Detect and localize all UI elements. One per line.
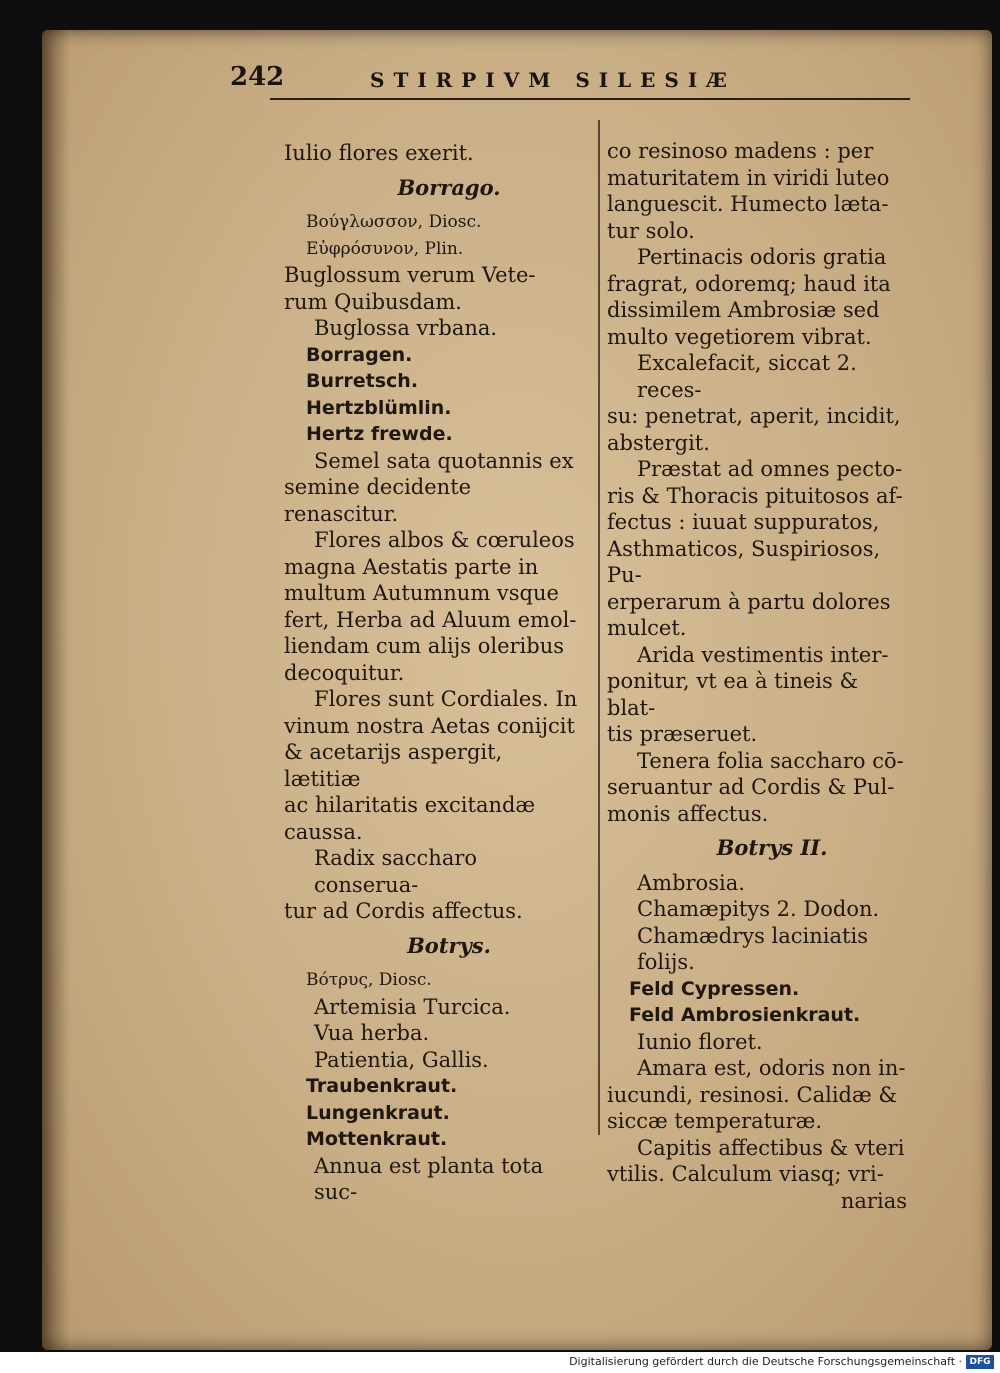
text-line: tur ad Cordis affectus. [284, 899, 523, 923]
text-line: caussa. [284, 819, 363, 844]
text-line: siccæ temperaturæ. [607, 1109, 823, 1133]
text-line: Chamæpitys 2. Dodon. [637, 897, 880, 921]
text-line: Excalefacit, siccat 2. reces- [637, 351, 857, 402]
text-line: Semel sata quotannis ex [314, 448, 574, 473]
footer-bar [0, 1352, 1000, 1373]
page-gutter-shadow [42, 30, 70, 1350]
funding-credit: Digitalisierung gefördert durch die Deutsche Forschungsgemeinschaft · [569, 1355, 962, 1368]
text-line: seruantur ad Cordis & Pul- [607, 775, 895, 799]
text-line: Borragen. [306, 343, 413, 366]
text-line: Flores sunt Cordiales. In [314, 687, 578, 711]
text-line: Capitis affectibus & vteri [637, 1135, 905, 1160]
text-line: Artemisia Turcica. [314, 994, 511, 1019]
text-line: Iulio flores exerit. [284, 141, 474, 165]
text-line: Ambrosia. [637, 870, 745, 895]
text-line: liendam cum alijs oleribus [284, 634, 565, 658]
text-line: su: penetrat, aperit, incidit, [607, 404, 901, 428]
text-line: ponitur, vt ea à tineis & blat- [607, 669, 859, 720]
dfg-logo: DFG [966, 1355, 994, 1369]
text-line: ac hilaritatis excitandæ [284, 793, 536, 817]
text-line: multum Autumnum vsque [284, 581, 559, 605]
right-text-column [607, 138, 907, 1214]
text-line: Traubenkraut. [306, 1075, 458, 1097]
left-text-column [284, 140, 584, 1206]
page-number: 242 [230, 62, 285, 92]
text-line: maturitatem in viridi luteo [607, 165, 890, 190]
text-line: semine decidente renascitur. [284, 475, 472, 526]
entry-heading: Botrys. [407, 932, 491, 958]
text-line: Chamædrys laciniatis [637, 923, 868, 948]
text-line: Buglossa vrbana. [314, 316, 498, 340]
text-line: fert, Herba ad Aluum emol- [284, 607, 577, 632]
text-line: Buglossum verum Vete- [284, 263, 536, 287]
text-line: Arida vestimentis inter- [637, 642, 889, 667]
text-line: folijs. [637, 950, 695, 974]
text-line: Flores albos & cœruleos [314, 528, 575, 552]
text-line: Patientia, Gallis. [314, 1047, 489, 1072]
header-rule [270, 98, 910, 100]
text-line: Burretsch. [306, 370, 419, 392]
column-divider [598, 120, 600, 1135]
text-line: dissimilem Ambrosiæ sed [607, 298, 880, 322]
text-line: Hertz frewde. [306, 423, 453, 445]
text-line: fragrat, odoremq; haud ita [607, 271, 891, 296]
text-line: Præstat ad omnes pecto- [637, 457, 903, 481]
text-line: tis præseruet. [607, 722, 758, 746]
text-line: Pertinacis odoris gratia [637, 245, 887, 269]
text-line: Εὐφρόσυνον, Plin. [306, 238, 464, 259]
text-line: erperarum à partu dolores [607, 589, 891, 614]
text-line: fectus : iuuat suppuratos, [607, 510, 880, 534]
text-line: narias [840, 1188, 907, 1213]
text-line: rum Quibusdam. [284, 289, 462, 314]
text-line: Feld Cypressen. [629, 977, 800, 1000]
text-line: magna Aestatis parte in [284, 554, 539, 579]
text-line: Hertzblümlin. [306, 396, 452, 419]
text-line: Vua herba. [314, 1021, 430, 1045]
text-line: decoquitur. [284, 660, 405, 685]
text-line: Radix saccharo conserua- [314, 846, 478, 897]
text-line: Feld Ambrosienkraut. [629, 1004, 861, 1026]
text-line: mulcet. [607, 616, 687, 640]
text-line: Iunio floret. [637, 1029, 763, 1054]
text-line: & acetarijs aspergit, lætitiæ [284, 740, 503, 791]
text-line: abstergit. [607, 430, 710, 455]
text-line: monis affectus. [607, 801, 769, 826]
text-line: co resinoso madens : per [607, 139, 874, 163]
text-line: vinum nostra Aetas conijcit [284, 713, 575, 738]
text-line: Lungenkraut. [306, 1101, 450, 1124]
running-title: STIRPIVM SILESIÆ [370, 68, 736, 92]
text-line: Annua est planta tota suc- [314, 1153, 544, 1204]
text-line: Mottenkraut. [306, 1128, 448, 1150]
text-line: ris & Thoracis pituitosos af- [607, 483, 903, 508]
entry-heading: Borrago. [397, 174, 501, 200]
text-line: multo vegetiorem vibrat. [607, 324, 872, 349]
text-line: Βούγλωσσον, Diosc. [306, 212, 482, 232]
text-line: iucundi, resinosi. Calidæ & [607, 1082, 898, 1107]
text-line: tur solo. [607, 218, 695, 243]
entry-heading: Botrys II. [716, 835, 828, 860]
text-line: vtilis. Calculum viasq; vri- [607, 1162, 884, 1186]
text-line: Βότρυς, Diosc. [306, 970, 432, 990]
text-line: languescit. Humecto læta- [607, 192, 889, 216]
text-line: Asthmaticos, Suspiriosos, Pu- [607, 536, 881, 587]
text-line: Tenera folia saccharo cō- [637, 748, 904, 773]
text-line: Amara est, odoris non in- [637, 1056, 906, 1080]
